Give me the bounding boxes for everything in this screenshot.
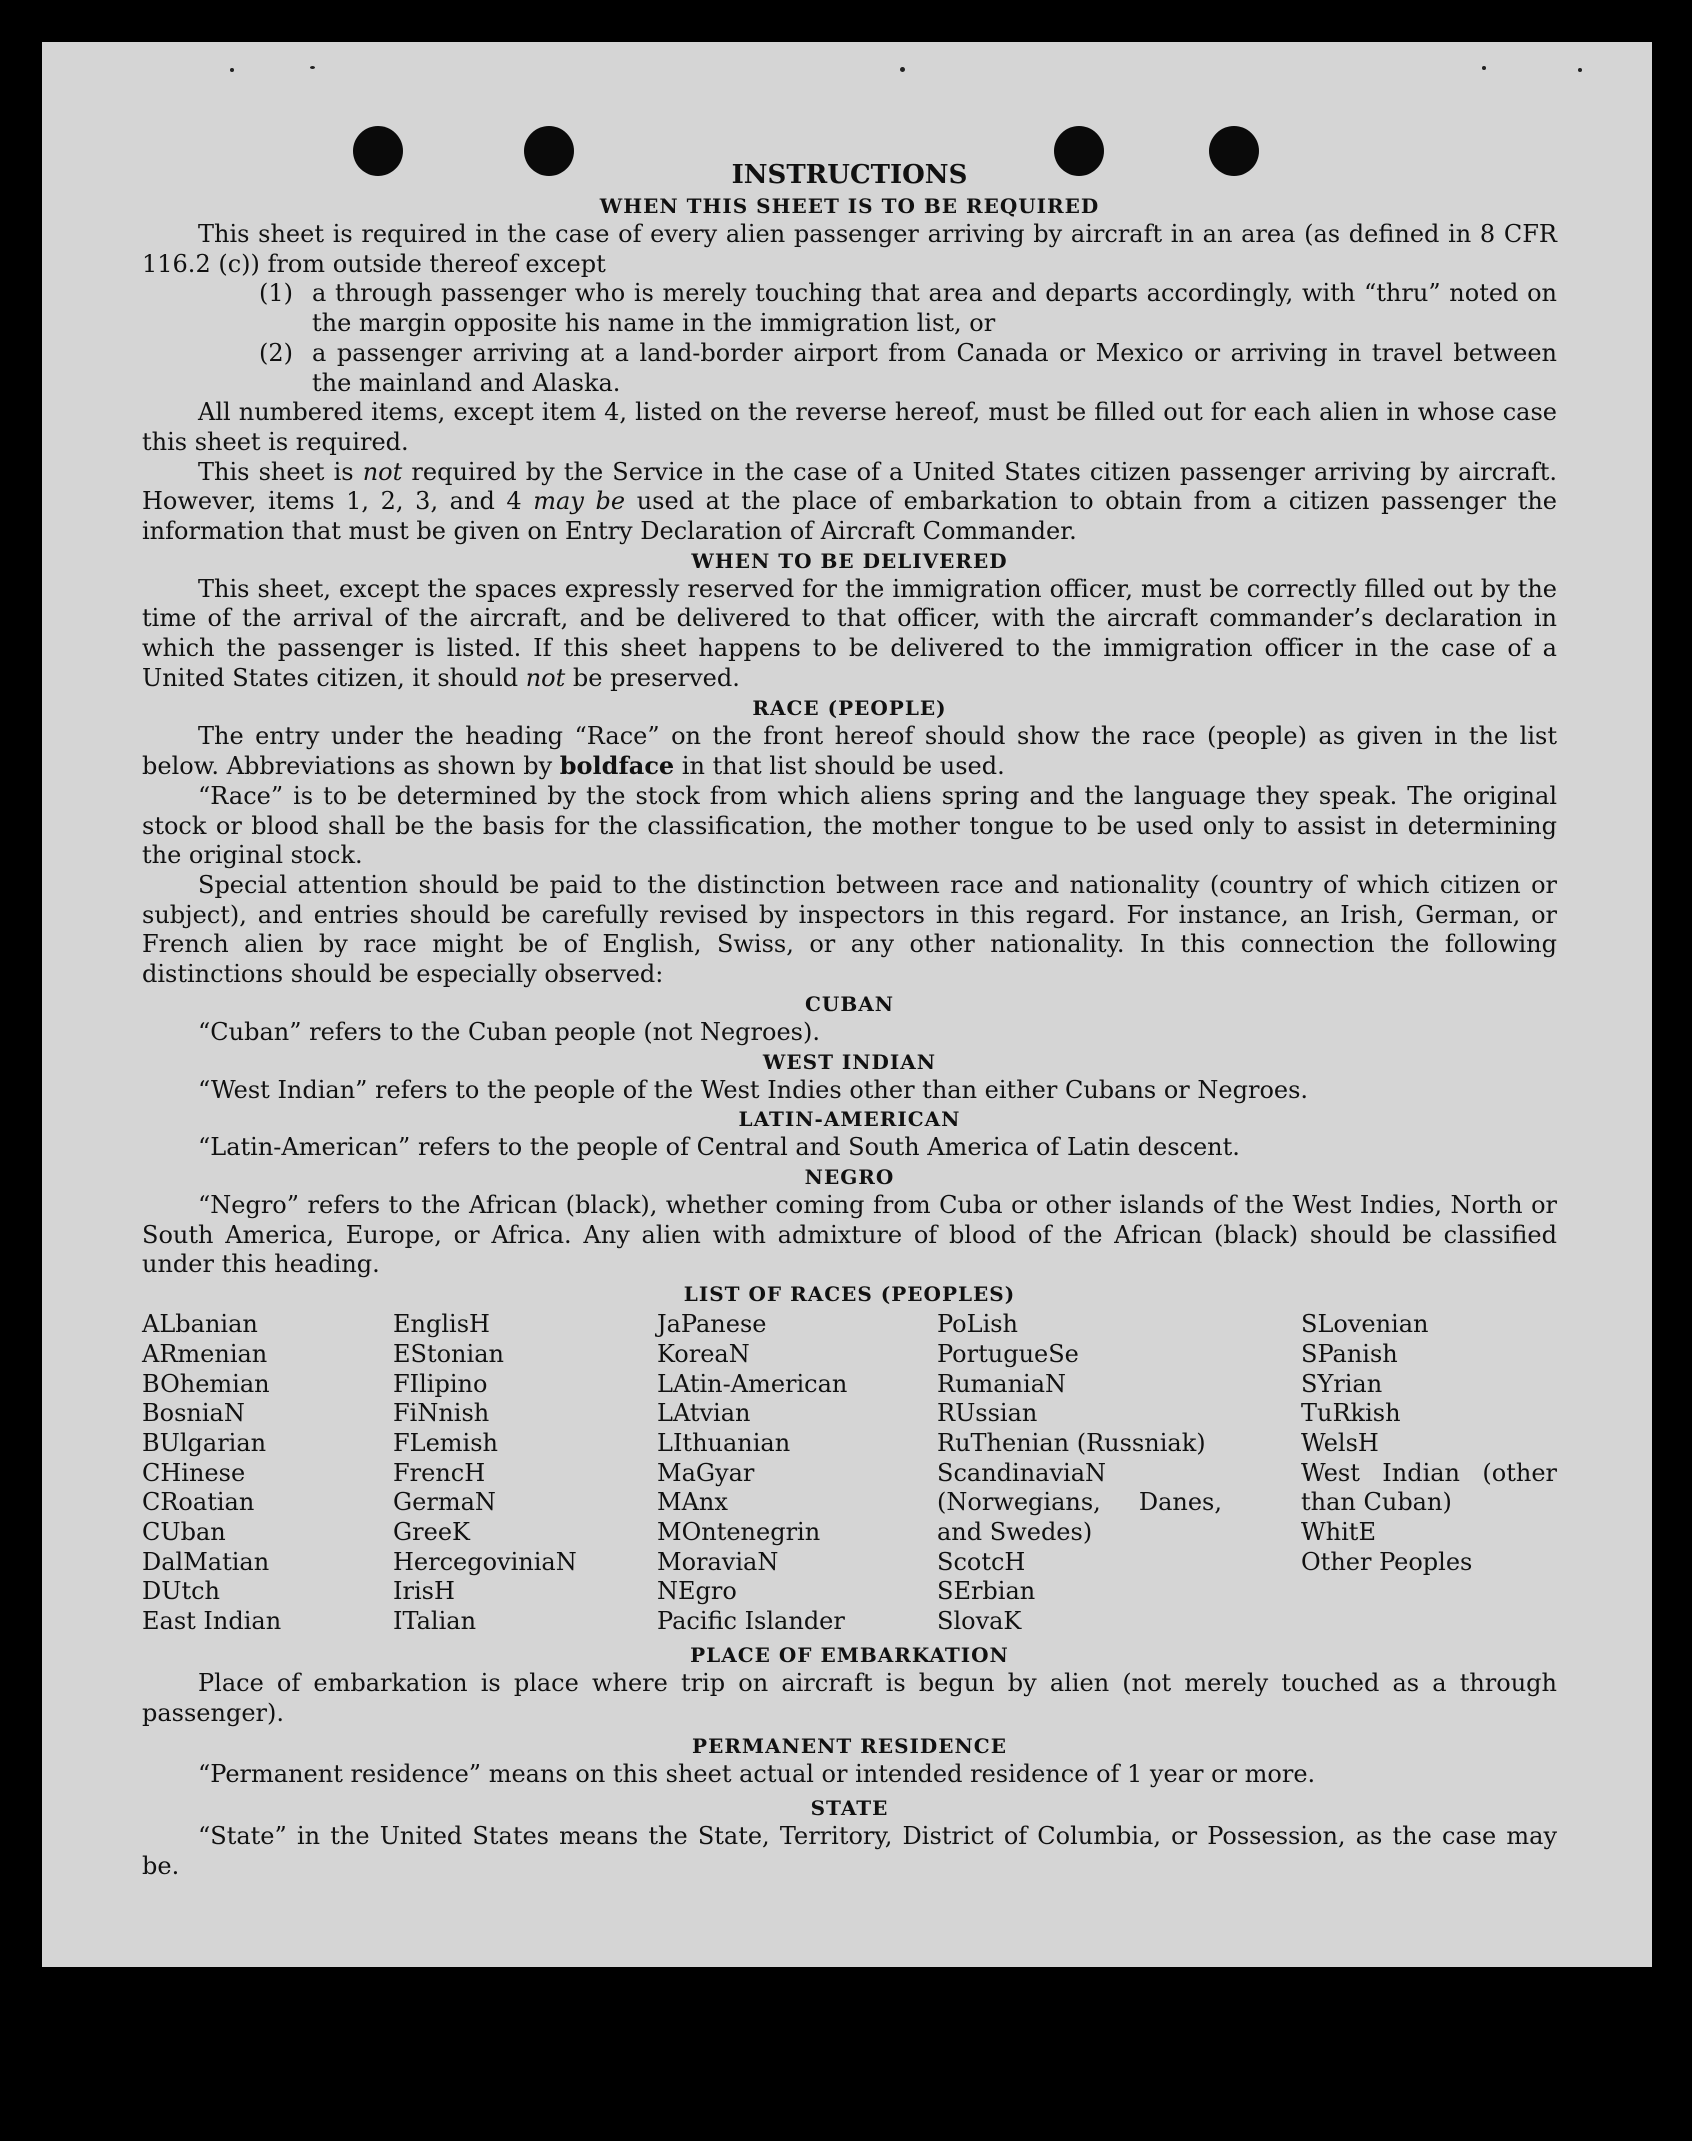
race-entry: BosniaN (142, 1399, 245, 1428)
race-entry: SPanish (1301, 1339, 1398, 1368)
race-entry: SYrian (1301, 1369, 1383, 1398)
race-entry: West Indian (other than Cuban) (1301, 1458, 1557, 1517)
race-entry: East Indian (142, 1607, 282, 1636)
race-entry: ScandinaviaN (Norwegians, Danes, and Swedes) (937, 1458, 1222, 1547)
section-heading-latin-american: LATIN-AMERICAN (738, 1107, 961, 1132)
race-entry: ITalian (393, 1607, 477, 1636)
race-entry: RumaniaN (937, 1369, 1067, 1398)
race-entry: RUssian (937, 1399, 1038, 1428)
race-entry: GreeK (393, 1518, 470, 1547)
speck (1578, 68, 1582, 72)
section-heading-race: RACE (PEOPLE) (752, 695, 947, 720)
section-heading-west-indian: WEST INDIAN (762, 1049, 937, 1074)
race-entry: MoraviaN (657, 1547, 779, 1576)
race-entry: SlovaK (937, 1607, 1022, 1636)
race-entry: LAtvian (657, 1399, 751, 1428)
race-column (393, 1310, 657, 1637)
section-heading-race-list: LIST OF RACES (PEOPLES) (683, 1282, 1016, 1307)
section-heading-embarkation: PLACE OF EMBARKATION (690, 1642, 1009, 1667)
section-heading-state: STATE (810, 1795, 889, 1820)
exception-number: (2) (259, 338, 293, 367)
exception-text: a through passenger who is merely touching that area and departs accordingly, with “thru” noted on the margin opposite his name in the immigration list, or (312, 279, 1557, 338)
race-entry: WhitE (1301, 1518, 1376, 1547)
race-entry: SErbian (937, 1577, 1036, 1606)
race-entry: EStonian (393, 1339, 504, 1368)
race-entry: EnglisH (393, 1310, 490, 1339)
race-entry: MOntenegrin (657, 1518, 821, 1547)
exception-item (142, 339, 1557, 398)
west-indian-definition: “West Indian” refers to the people of the West Indies other than either Cubans or Negroes. (198, 1075, 1309, 1104)
section-heading-negro: NEGRO (804, 1164, 895, 1189)
section-heading-residence: PERMANENT RESIDENCE (692, 1734, 1007, 1759)
race-entry: BOhemian (142, 1369, 270, 1398)
race-entry: HercegoviniaN (393, 1547, 577, 1576)
race-entry: SLovenian (1301, 1310, 1429, 1339)
race-entry: CRoatian (142, 1488, 255, 1517)
race-entry: RuThenian (Russniak) (937, 1428, 1206, 1457)
race-paragraph: “Race” is to be determined by the stock from which aliens spring and the language they speak. The original stock or blood shall be the basis for the classification, the mother tongue to be used only to assist in determining the original stock. (142, 781, 1557, 870)
race-entry: BUlgarian (142, 1428, 267, 1457)
residence-definition: “Permanent residence” means on this sheet actual or intended residence of 1 year or more. (198, 1760, 1316, 1789)
race-entry: Pacific Islander (657, 1607, 845, 1636)
race-entry: FIlipino (393, 1369, 488, 1398)
latin-american-definition: “Latin-American” refers to the people of Central and South America of Latin descent. (198, 1133, 1240, 1162)
page-title: INSTRUCTIONS (731, 160, 968, 190)
race-entry: LAtin-American (657, 1369, 848, 1398)
race-entry: ALbanian (142, 1310, 258, 1339)
race-entry: FrencH (393, 1458, 486, 1487)
race-entry: DUtch (142, 1577, 221, 1606)
instructions-content (142, 154, 1557, 1881)
race-entry: CUban (142, 1518, 226, 1547)
race-entry: TuRkish (1301, 1399, 1401, 1428)
race-entry: NEgro (657, 1577, 737, 1606)
document-page (42, 42, 1652, 1967)
race-column (142, 1310, 393, 1637)
race-list (142, 1310, 1557, 1637)
race-paragraph: Special attention should be paid to the distinction between race and nationality (country of which citizen or subject), and entries should be carefully revised by inspectors in this regard. For instance, an Irish, German, or French alien by race might be of English, Swiss, or any other nationality. In this connection the following distinctions should be especially observed: (142, 871, 1557, 989)
race-entry: PoLish (937, 1310, 1019, 1339)
race-entry: MaGyar (657, 1458, 755, 1487)
race-entry: MAnx (657, 1488, 728, 1517)
negro-definition: “Negro” refers to the African (black), whether coming from Cuba or other islands of the West Indies, North or South America, Europe, or Africa. Any alien with admixture of blood of the African (black) should be classified under this heading. (142, 1190, 1557, 1279)
race-entry: LIthuanian (657, 1428, 791, 1457)
required-intro: This sheet is required in the case of every alien passenger arriving by aircraft in an area (as defined in 8 CFR 116.2 (c)) from outside thereof except (142, 220, 1557, 278)
exception-text: a passenger arriving at a land-border airport from Canada or Mexico or arriving in travel between the mainland and Alaska. (312, 338, 1557, 397)
section-heading-required: WHEN THIS SHEET IS TO BE REQUIRED (599, 194, 1100, 218)
speck (900, 67, 905, 72)
race-entry: CHinese (142, 1458, 246, 1487)
race-entry: JaPanese (657, 1310, 767, 1339)
section-heading-delivered: WHEN TO BE DELIVERED (691, 548, 1008, 573)
state-definition: “State” in the United States means the State, Territory, District of Columbia, or Possession, as the case may be. (142, 1821, 1557, 1880)
race-entry: ScotcH (937, 1547, 1026, 1576)
speck (1482, 66, 1486, 70)
section-heading-cuban: CUBAN (804, 991, 895, 1016)
race-entry: GermaN (393, 1488, 496, 1517)
exception-number: (1) (259, 279, 293, 308)
race-column (937, 1310, 1222, 1637)
race-entry: FLemish (393, 1428, 498, 1457)
embarkation-definition: Place of embarkation is place where trip on aircraft is begun by alien (not merely touched as a through passenger). (142, 1668, 1557, 1727)
race-entry: WelsH (1301, 1428, 1379, 1457)
delivered-paragraph: This sheet, except the spaces expressly reserved for the immigration officer, must be correctly filled out by the time of the arrival of the aircraft, and be delivered to that officer, with the aircraft commander’s declaration in which the passenger is listed. If this sheet happens to be delivered to the immigration officer in the case of a United States citizen, it should not be preserved. (142, 574, 1557, 692)
exception-item (142, 279, 1557, 338)
race-entry: KoreaN (657, 1339, 750, 1368)
speck (230, 68, 234, 72)
race-entry: FiNnish (393, 1399, 490, 1428)
race-entry: IrisH (393, 1577, 455, 1606)
race-entry: PortugueSe (937, 1339, 1079, 1368)
race-entry: ARmenian (142, 1339, 268, 1368)
race-entry: DalMatian (142, 1547, 270, 1576)
race-column (657, 1310, 937, 1637)
race-entry: Other Peoples (1301, 1547, 1473, 1576)
citizen-paragraph: This sheet is not required by the Service in the case of a United States citizen passenger arriving by aircraft. However, items 1, 2, 3, and 4 may be used at the place of embarkation to obtain from a citizen passenger the information that must be given on Entry Declaration of Aircraft Commander. (142, 457, 1558, 546)
required-paragraph: All numbered items, except item 4, listed on the reverse hereof, must be filled out for each alien in whose case this sheet is required. (142, 398, 1557, 456)
race-column (1301, 1310, 1557, 1637)
race-paragraph: The entry under the heading “Race” on the front hereof should show the race (people) as given in the list below. Abbreviations as shown by boldface in that list should be used. (142, 721, 1557, 781)
cuban-definition: “Cuban” refers to the Cuban people (not Negroes). (198, 1017, 820, 1046)
speck (310, 66, 315, 69)
